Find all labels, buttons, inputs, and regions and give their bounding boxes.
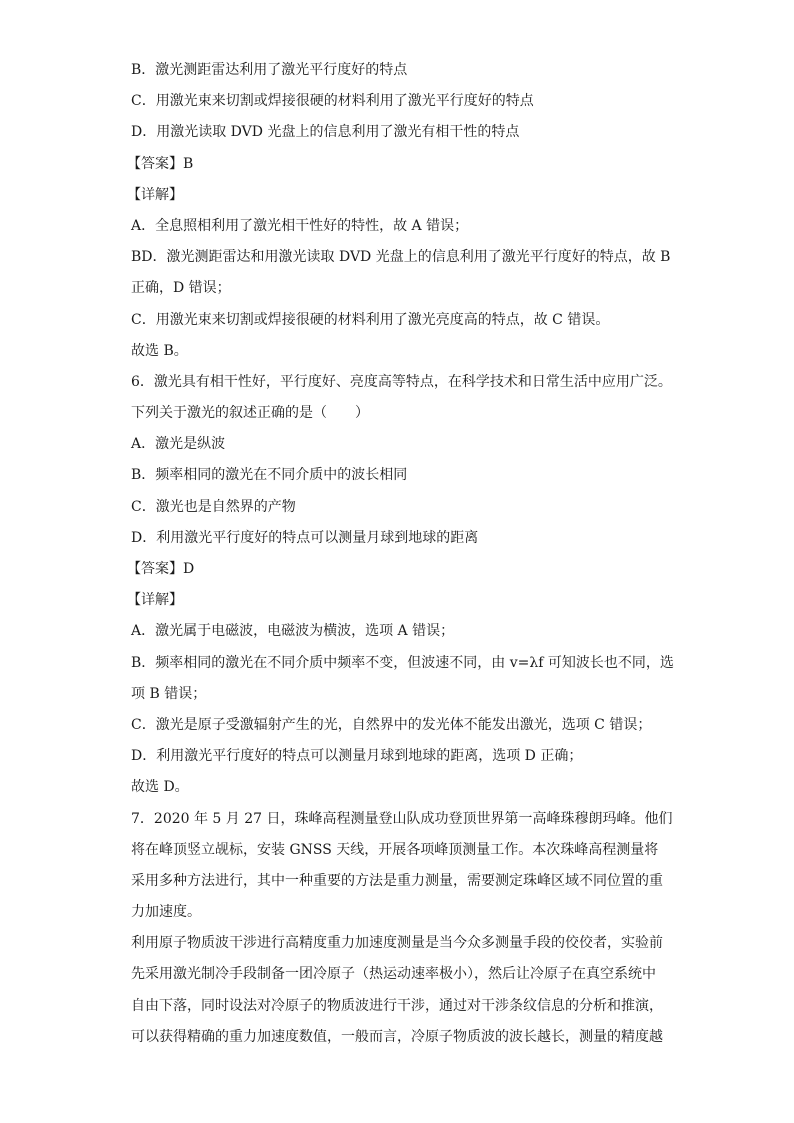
explanation-line: D．利用激光平行度好的特点可以测量月球到地球的距离，选项 D 正确； [131, 748, 583, 765]
option-d-q6: D．利用激光平行度好的特点可以测量月球到地球的距离 [131, 529, 479, 546]
option-d-q5: D．用激光读取 DVD 光盘上的信息利用了激光有相干性的特点 [131, 124, 520, 141]
explanation-line: 正确，D 错误； [131, 280, 231, 297]
explanation-line: A．全息照相利用了激光相干性好的特性，故 A 错误； [131, 217, 469, 234]
explanation-label-q6: 【详解】 [127, 592, 183, 609]
option-c-q5: C．用激光束来切割或焊接很硬的材料利用了激光平行度好的特点 [131, 93, 534, 110]
question-7-stem: 7．2020 年 5 月 27 日，珠峰高程测量登山队成功登顶世界第一高峰珠穆朗玛峰。他们 [131, 810, 673, 827]
option-b-q5: B．激光测距雷达利用了激光平行度好的特点 [131, 62, 408, 78]
conclusion-line: 故选 B。 [131, 342, 188, 359]
question-6-stem: 6．激光具有相干性好，平行度好、亮度高等特点，在科学技术和日常生活中应用广泛。 [131, 373, 672, 390]
question-7-passage: 自由下落，同时设法对冷原子的物质波进行干涉，通过对干涉条纹信息的分析和推演， [131, 997, 663, 1014]
explanation-label-q5: 【详解】 [127, 186, 183, 203]
answer-label-q6: 【答案】D [127, 561, 195, 577]
explanation-line: C．激光是原子受激辐射产生的光，自然界中的发光体不能发出激光，选项 C 错误； [131, 716, 652, 733]
question-7-stem: 将在峰顶竖立觇标，安装 GNSS 天线，开展各项峰顶测量工作。本次珠峰高程测量将 [131, 841, 659, 858]
question-7-passage: 利用原子物质波干涉进行高精度重力加速度测量是当今众多测量手段的佼佼者，实验前 [131, 935, 663, 952]
conclusion-line: 故选 D。 [131, 779, 189, 796]
option-c-q6: C．激光也是自然界的产物 [131, 498, 296, 515]
question-7-stem: 力加速度。 [131, 904, 201, 921]
explanation-line: C．用激光束来切割或焊接很硬的材料利用了激光亮度高的特点，故 C 错误。 [131, 311, 610, 328]
explanation-line: BD．激光测距雷达和用激光读取 DVD 光盘上的信息利用了激光平行度好的特点，故 B [131, 249, 671, 266]
question-7-passage: 可以获得精确的重力加速度数值，一般而言，冷原子物质波的波长越长，测量的精度越 [131, 1028, 663, 1045]
option-a-q6: A．激光是纵波 [131, 436, 226, 453]
explanation-line: B．频率相同的激光在不同介质中频率不变，但波速不同，由 v=λf 可知波长也不同，选 [131, 654, 674, 671]
answer-label-q5: 【答案】B [127, 155, 194, 172]
question-7-stem: 采用多种方法进行，其中一种重要的方法是重力测量，需要测定珠峰区域不同位置的重 [131, 872, 663, 889]
question-7-passage: 先采用激光制冷手段制备一团冷原子（热运动速率极小），然后让冷原子在真空系统中 [131, 966, 656, 983]
option-b-q6: B．频率相同的激光在不同介质中的波长相同 [131, 467, 408, 484]
explanation-line: 项 B 错误； [131, 685, 207, 702]
document-page [127, 60, 674, 1058]
question-6-stem: 下列关于激光的叙述正确的是（ ） [131, 405, 369, 422]
explanation-line: A．激光属于电磁波，电磁波为横波，选项 A 错误； [131, 623, 455, 640]
